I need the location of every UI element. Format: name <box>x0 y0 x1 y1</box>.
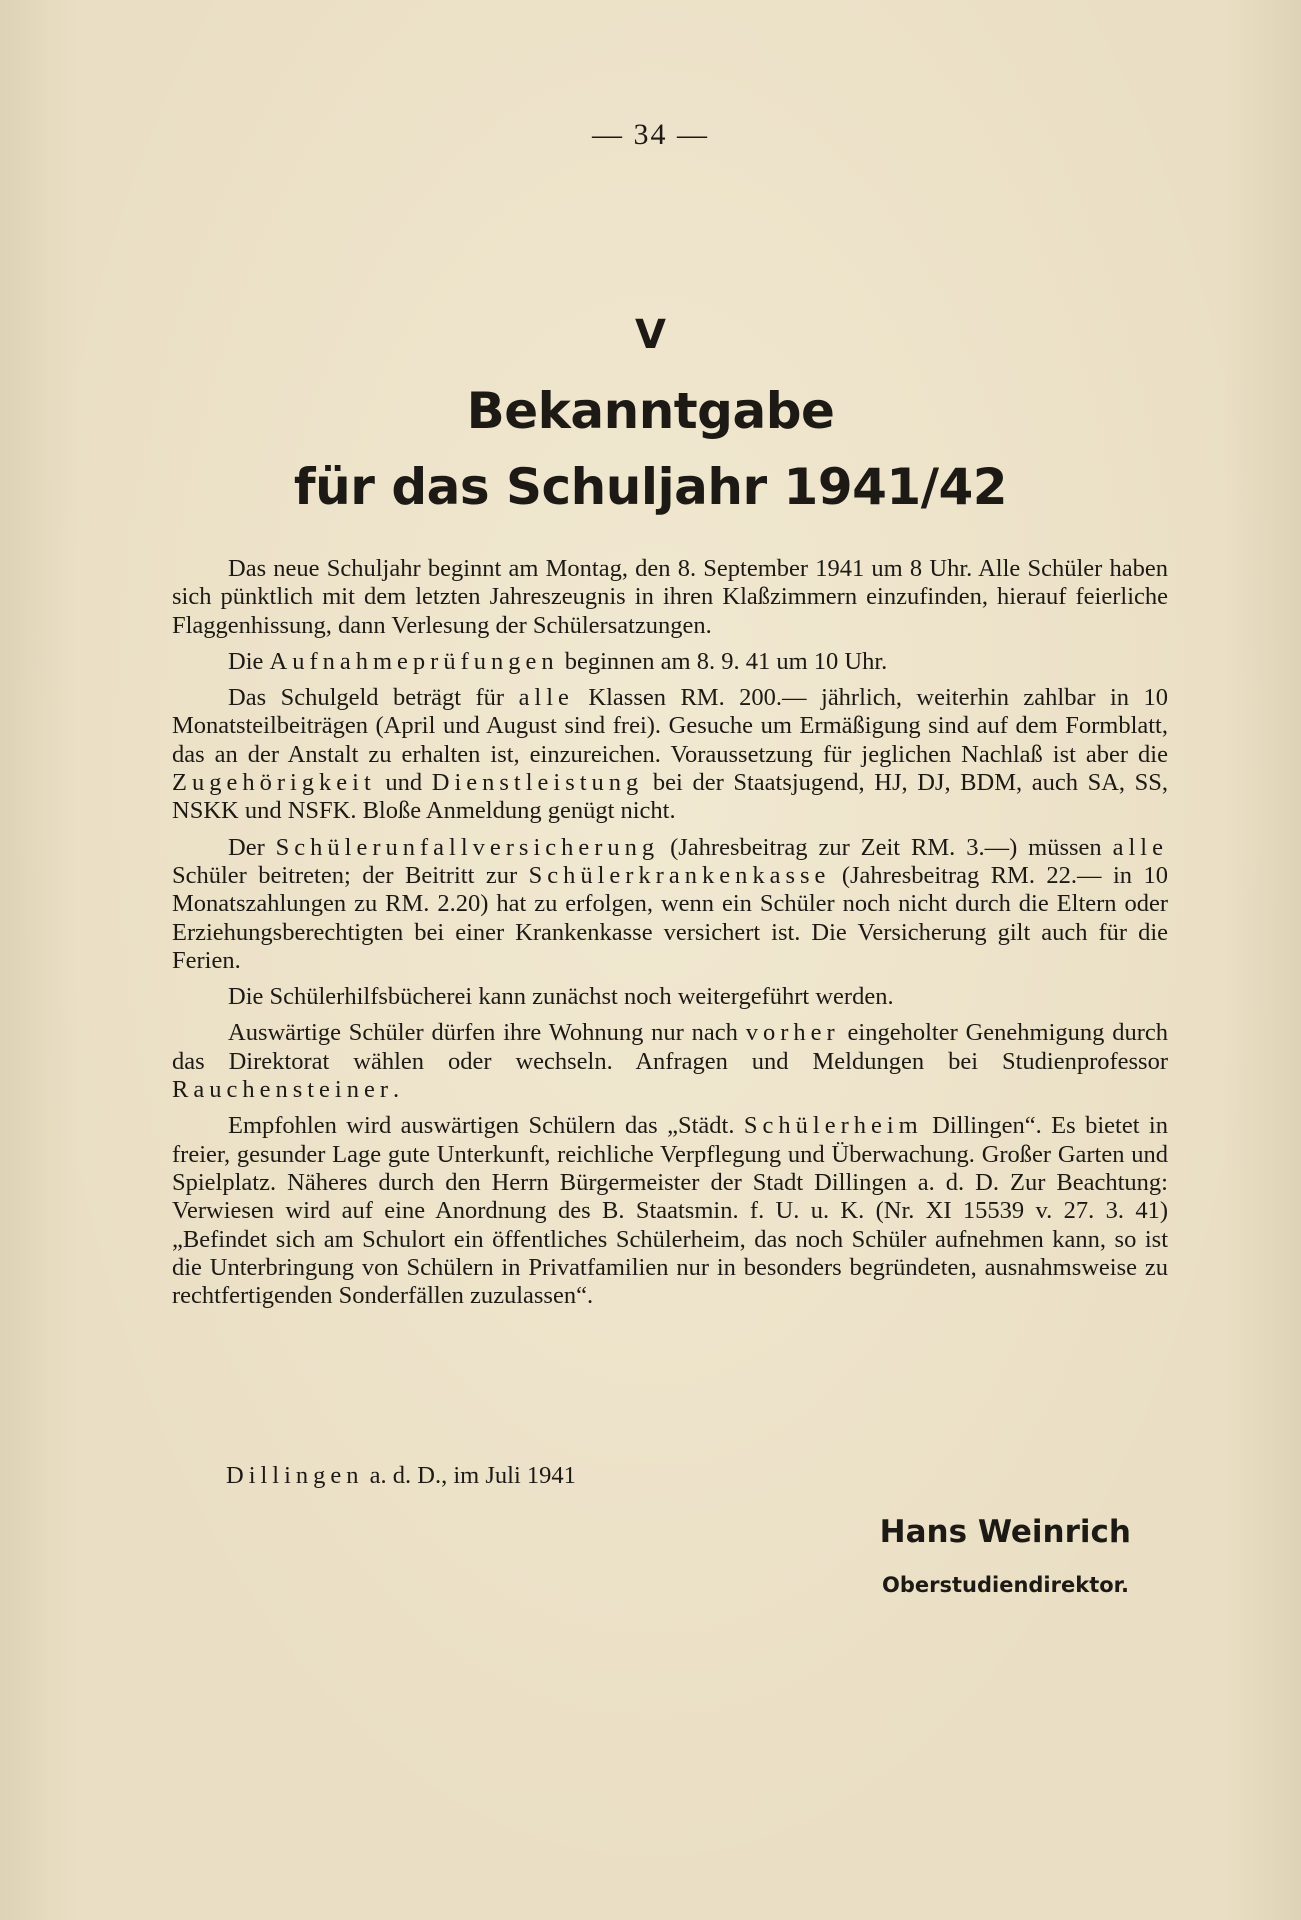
paragraph-library <box>172 983 1168 1011</box>
paragraph-school-start <box>172 555 1168 640</box>
title-line-1: Bekanntgabe <box>466 382 835 440</box>
paragraph-text: Die Schülerhilfsbücherei kann zunächst noch weitergeführt werden. <box>228 983 894 1011</box>
paragraph-text: Der <box>228 833 276 861</box>
paragraph-entrance-exams <box>172 648 1168 676</box>
place-name: Dillingen <box>226 1462 364 1489</box>
page-number: — 34 — <box>592 118 709 151</box>
emphasized-text: vorher <box>745 1019 840 1047</box>
paragraph-text: Dillingen“. Es bietet in freier, gesunder Lage gute Unterkunft, reichliche Verpflegung und Überwachung. Großer Garten und Spielplatz. Näheres durch den Herrn Bürgermeister der Stadt Dillingen a. d. D. Zur Beachtung: Verwiesen wird auf eine Anordnung des B. Staatsmin. f. U. u. K. (Nr. XI 15539 v. 27. 3. 41) „Befindet sich am Schulort ein öffentliches Schülerheim, das noch Schüler aufnehmen kann, so ist die Unterbringung von Schülern in Privatfamilien nur in besonders begründeten, ausnahmsweise zu rechtfertigenden Sonderfällen zuzulassen“. <box>172 1112 1168 1310</box>
paragraph-text: . <box>393 1076 400 1104</box>
emphasized-text: alle <box>1112 833 1168 861</box>
place-and-date <box>226 1462 576 1490</box>
signature-title: Oberstudiendirektor. <box>882 1573 1129 1597</box>
paragraph-text: Die <box>228 647 270 675</box>
emphasized-text: Aufnahmeprüfungen <box>269 647 559 675</box>
paragraph-text: beginnen am 8. 9. 41 um 10 Uhr. <box>558 647 888 675</box>
section-numeral: V <box>635 312 666 358</box>
paragraph-text: Klassen RM. 200.— jährlich, weiterhin zahlbar in 10 Monatsteilbeiträgen (April und August sind frei). Gesuche um Ermäßigung sind auf dem Formblatt, das an der Anstalt zu erhalten ist, einzureichen. Voraussetzung für jeglichen Nachlaß ist aber die <box>172 684 1168 768</box>
emphasized-text: Zugehörigkeit <box>172 769 376 797</box>
title-line-2: für das Schuljahr 1941/42 <box>293 458 1008 516</box>
emphasized-text: Schülerunfallversicherung <box>275 833 660 861</box>
paragraph-text: Empfohlen wird auswärtigen Schülern das „Städt. <box>228 1112 744 1140</box>
paragraph-text: eingeholter Genehmigung durch das Direktorat wählen oder wechseln. Anfragen und Meldungen bei Studienprofessor <box>172 1019 1168 1075</box>
paragraph-text: (Jahresbeitrag zur Zeit RM. 3.—) müssen <box>659 833 1113 861</box>
emphasized-text: Schülerheim <box>743 1112 923 1140</box>
paragraph-text: Auswärtige Schüler dürfen ihre Wohnung nur nach <box>228 1019 746 1047</box>
paragraph-insurance <box>172 834 1168 975</box>
paragraph-text: (Jahresbeitrag RM. 22.— in 10 Monatszahlungen zu RM. 2.20) hat zu erfolgen, wenn ein Schüler noch nicht durch die Eltern oder Erziehungsberechtigten bei einer Krankenkasse versichert ist. Die Versicherung gilt auch für die Ferien. <box>172 861 1168 974</box>
signature-name: Hans Weinrich <box>879 1514 1131 1550</box>
paragraph-text: Das Schulgeld beträgt für <box>228 684 519 712</box>
date-text: a. d. D., im Juli 1941 <box>363 1462 576 1489</box>
emphasized-text: alle <box>518 684 574 712</box>
paragraph-school-fees <box>172 684 1168 825</box>
emphasized-text: Rauchensteiner <box>172 1076 394 1104</box>
paragraph-text: und <box>375 769 432 797</box>
paragraph-text: Schüler beitreten; der Beitritt zur <box>172 861 529 889</box>
paragraph-text: Das neue Schuljahr beginnt am Montag, den 8. September 1941 um 8 Uhr. Alle Schüler haben sich pünktlich mit dem letzten Jahreszeugnis in ihren Klaßzimmern einzufinden, hierauf feierliche Flaggenhissung, dann Verlesung der Schülersatzungen. <box>172 555 1168 639</box>
paragraph-external-students <box>172 1019 1168 1104</box>
emphasized-text: Dienstleistung <box>431 769 644 797</box>
announcement-body <box>172 555 1168 1318</box>
paragraph-text: bei der Staatsjugend, HJ, DJ, BDM, auch SA, SS, NSKK und NSFK. Bloße Anmeldung genügt nicht. <box>172 769 1169 825</box>
emphasized-text: Schülerkrankenkasse <box>528 861 831 889</box>
paragraph-student-hostel <box>172 1112 1168 1310</box>
